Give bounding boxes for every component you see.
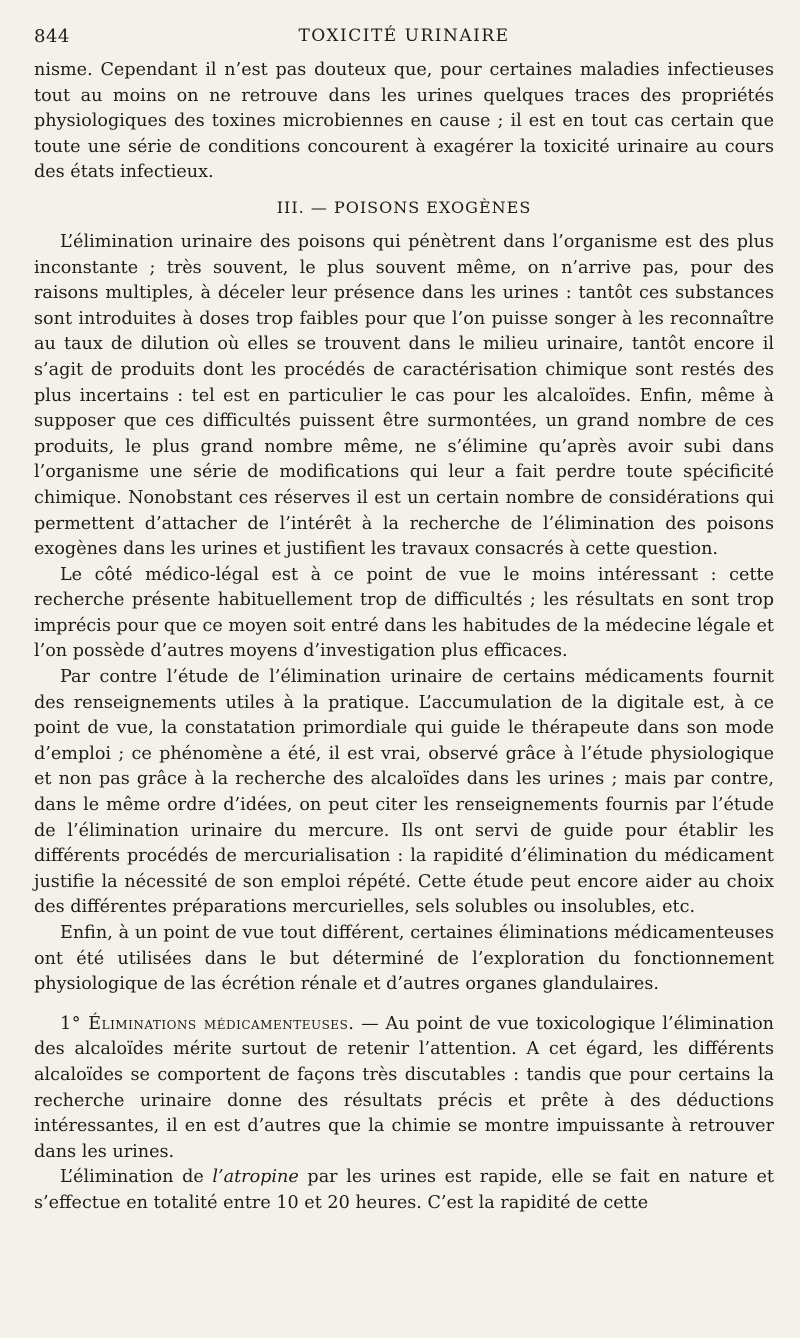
atropine-text-end: par les urines est rapide, elle se fait en nature et s’effectue en totalité entre 10 et 20 heures. C’est la rapidité de cette [34, 1167, 774, 1213]
page-number: 844 [34, 26, 70, 47]
paragraph-exploration: Enfin, à un point de vue tout différent, certaines éliminations médicamenteuses ont été utilisées dans le but déterminé de l’exploration du fonctionnement physiologique de las écrétion rénale et d’autres organes glandulaires. [34, 923, 774, 995]
page-header [34, 22, 774, 58]
subsection-heading: 1° Éliminations médicamenteuses. [60, 1013, 355, 1034]
section-heading: III. — POISONS EXOGÈNES [276, 197, 532, 217]
paragraph-medico-legal: Le côté médico-légal est à ce point de vue le moins intéressant : cette recherche présente habituellement trop de difficultés ; les résultats en sont trop imprécis pour que ce moyen soit entré dans les habitudes de la médecine légale et l’on possède d’autres moyens d’investigation plus efficaces. [34, 564, 774, 662]
paragraph-elimination-urinaire: L’élimination urinaire des poisons qui pénètrent dans l’organisme est des plus inconstante ; très souvent, le plus souvent même, on n’arrive pas, pour des raisons multiples, à déceler leur présence dans les urines : tantôt ces substances sont introduites à doses trop faibles pour que l’on puisse songer à les reconnaître au taux de dilution où elles se trouvent dans le milieu urinaire, tantôt encore il s’agit de produits dont les procédés de caractérisation chimique sont restés des plus incertains : tel est en particulier le cas pour les alcaloïdes. Enfin, même à supposer que ces difficultés puissent être surmontées, un grand nombre de ces produits, le plus grand nombre même, ne s’élimine qu’après avoir subi dans l’organisme une série de modifications qui leur a fait perdre toute spécificité chimique. Nonobstant ces réserves il est un certain nombre de considérations qui permettent d’attacher de l’intérêt à la recherche de l’élimination des poisons exogènes dans les urines et justifient les travaux consacrés à cette question. [34, 231, 774, 560]
paragraph-atropine [34, 1165, 774, 1216]
paragraph-continuation: nisme. Cependant il n’est pas douteux que, pour certaines maladies infectieuses tout au moins on ne retrouve dans les urines quelques traces des propriétés physiologiques des toxines microbiennes en cause ; il est en tout cas certain que toute une série de conditions concourent à exagérer la toxicité urinaire au cours des états infectieux. [34, 60, 774, 183]
paragraph-medicaments: Par contre l’étude de l’élimination urinaire de certains médicaments fournit des renseignements utiles à la pratique. L’accumulation de la digitale est, à ce point de vue, la constatation primordiale qui guide le thérapeute dans son mode d’emploi ; ce phénomène a été, il est vrai, observé grâce à l’étude physiologique et non pas grâce à la recherche des alcaloïdes dans les urines ; mais par contre, dans le même ordre d’idées, on peut citer les renseignements fournis par l’étude de l’élimination urinaire du mercure. Ils ont servi de guide pour établir les différents procédés de mercurialisation : la rapidité d’élimination du médicament justifie la nécessité de son emploi répété. Cette étude peut encore aider au choix des différentes préparations mercurielles, sels solubles ou insolubles, etc. [34, 667, 774, 918]
atropine-term: l’atropine [212, 1167, 299, 1188]
atropine-text-start: L’élimination de [60, 1167, 213, 1188]
subsection-body: — Au point de vue toxicologique l’élimination des alcaloïdes mérite surtout de retenir l’attention. A cet égard, les différents alcaloïdes se comportent de façons très discutables : tandis que pour certains la recherche urinaire donne des résultats précis et prête à des déductions intéressantes, il en est d’autres que la chimie se montre impuissante à retrouver dans les urines. [34, 1013, 774, 1162]
running-title: TOXICITÉ URINAIRE [298, 26, 510, 46]
paragraph-eliminations-medicamenteuses [34, 1012, 774, 1166]
